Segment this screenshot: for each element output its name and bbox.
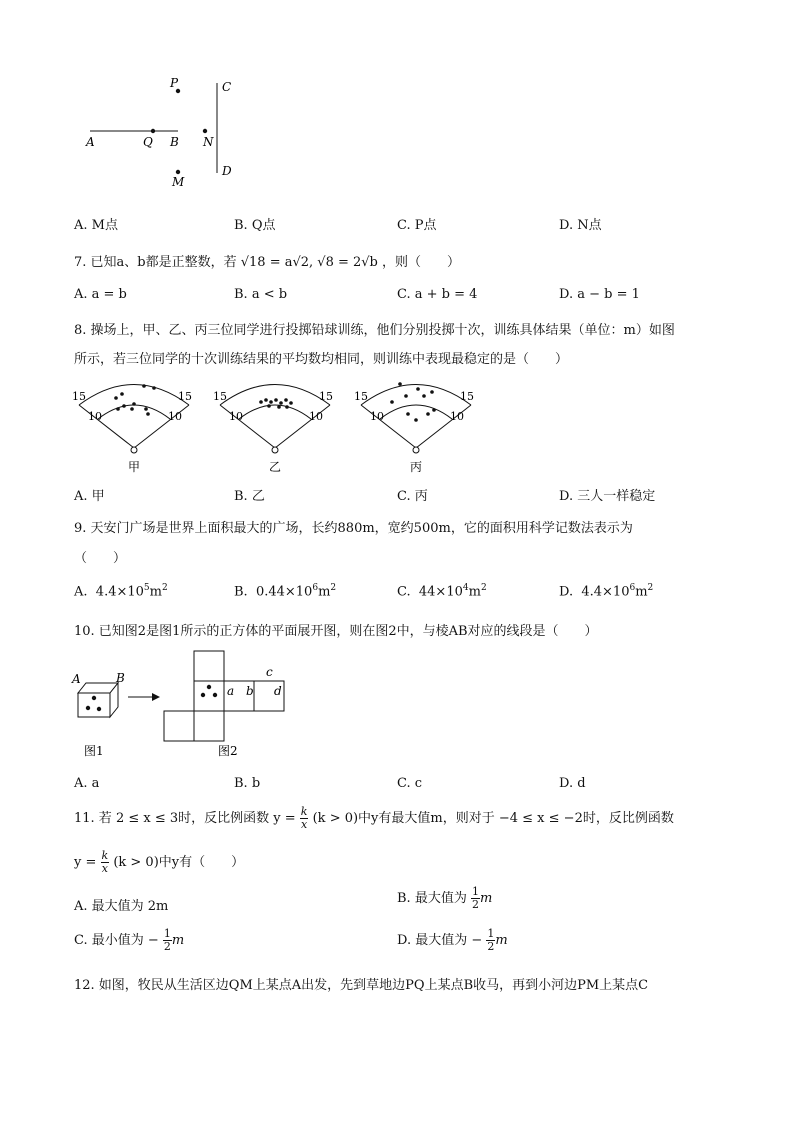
net-label-b: b <box>246 684 254 698</box>
fig2-caption: 图2 <box>218 744 238 758</box>
cube-label-B: B <box>116 671 125 685</box>
q11-option-c: C. 最小值为 − $\frac{1}{2}$ m <box>74 927 185 953</box>
fan-bing-label: 丙 <box>410 460 423 474</box>
svg-text:15: 15 <box>354 390 368 403</box>
label-B: B <box>170 135 179 149</box>
q8-option-a: A. 甲 <box>74 489 105 504</box>
q9-option-b: B. $0.44\times 10^6m^2$ <box>234 583 337 600</box>
q11-option-b: B. 最大值为 $\frac{1}{2}$ m <box>397 885 493 911</box>
net-label-c: c <box>266 665 273 679</box>
figure-q10 <box>70 645 300 763</box>
q8-line1: 8. 操场上，甲、乙、丙三位同学进行投掷铅球训练，他们分别投掷十次，训练具体结果（单位：m）如图 <box>74 323 675 338</box>
svg-text:15: 15 <box>213 390 227 403</box>
fan-jia-label: 甲 <box>128 460 141 474</box>
q10-option-b: B. b <box>234 776 261 791</box>
q7-option-d: D. a − b = 1 <box>559 287 640 302</box>
q7-option-c: C. a + b = 4 <box>397 287 478 302</box>
q10-option-a: A. a <box>74 776 100 791</box>
q9-option-a: A. $4.4\times 10^5m^2$ <box>74 583 168 600</box>
q8-option-b: B. 乙 <box>234 489 265 504</box>
q8-option-d: D. 三人一样稳定 <box>559 489 656 504</box>
net-label-d: d <box>274 684 282 698</box>
figure-q6 <box>80 75 250 190</box>
cube-label-A: A <box>72 672 81 686</box>
svg-text:10: 10 <box>229 410 243 423</box>
label-P: P <box>170 76 179 90</box>
svg-text:15: 15 <box>319 390 333 403</box>
svg-text:15: 15 <box>72 390 86 403</box>
label-Q: Q <box>143 135 153 149</box>
q9-option-c: C. $44\times 10^4m^2$ <box>397 583 487 600</box>
q8-option-c: C. 丙 <box>397 489 428 504</box>
fan-yi-label: 乙 <box>269 460 282 474</box>
net-label-a: a <box>227 684 235 698</box>
q7-text: 7. 已知a、b都是正整数，若 √18 = a√2, √8 = 2√b ，则（ ） <box>74 255 461 270</box>
svg-text:15: 15 <box>178 390 192 403</box>
fig1-caption: 图1 <box>84 744 104 758</box>
q7-option-b: B. a < b <box>234 287 288 302</box>
svg-text:10: 10 <box>370 410 384 423</box>
svg-text:10: 10 <box>168 410 182 423</box>
svg-text:15: 15 <box>460 390 474 403</box>
q6-option-b: B. Q点 <box>234 218 276 233</box>
q9-line1: 9. 天安门广场是世界上面积最大的广场，长约880m，宽约500m，它的面积用科学记数法表示为 <box>74 521 633 536</box>
q6-option-d: D. N点 <box>559 218 602 233</box>
q11-line1: 11. 若 2 ≤ x ≤ 3时，反比例函数 y = $\frac{k}{x}$ (k > 0)中y有最大值m，则对于 −4 ≤ x ≤ −2时，反比例函数 <box>74 805 674 831</box>
fan-jia <box>72 376 196 476</box>
svg-text:10: 10 <box>450 410 464 423</box>
label-M: M <box>172 175 185 189</box>
q9-line2: （ ） <box>74 551 127 566</box>
label-A: A <box>86 135 95 149</box>
svg-text:10: 10 <box>88 410 102 423</box>
q10-option-c: C. c <box>397 776 423 791</box>
label-C: C <box>222 80 232 94</box>
q10-text: 10. 已知图2是图1所示的正方体的平面展开图，则在图2中，与棱AB对应的线段是（ ） <box>74 624 598 639</box>
label-D: D <box>222 164 232 178</box>
fan-bing <box>354 376 478 476</box>
q6-option-a: A. M点 <box>74 218 118 233</box>
q9-option-d: D. $4.4\times 10^6m^2$ <box>559 583 654 600</box>
q6-option-c: C. P点 <box>397 218 437 233</box>
q11-option-a: A. 最大值为 2m <box>74 899 169 914</box>
fan-yi <box>213 376 337 476</box>
q11-line2: y = $\frac{k}{x}$ (k > 0)中y有（ ） <box>74 849 245 875</box>
q11-option-d: D. 最大值为 − $\frac{1}{2}$ m <box>397 927 508 953</box>
q7-option-a: A. a = b <box>74 287 127 302</box>
q10-option-d: D. d <box>559 776 586 791</box>
svg-text:10: 10 <box>309 410 323 423</box>
q8-line2: 所示，若三位同学的十次训练结果的平均数均相同，则训练中表现最稳定的是（ ） <box>74 352 569 367</box>
q12-text: 12. 如图，牧民从生活区边QM上某点A出发，先到草地边PQ上某点B收马，再到小河边PM上某点C <box>74 978 649 993</box>
label-N: N <box>203 135 214 149</box>
